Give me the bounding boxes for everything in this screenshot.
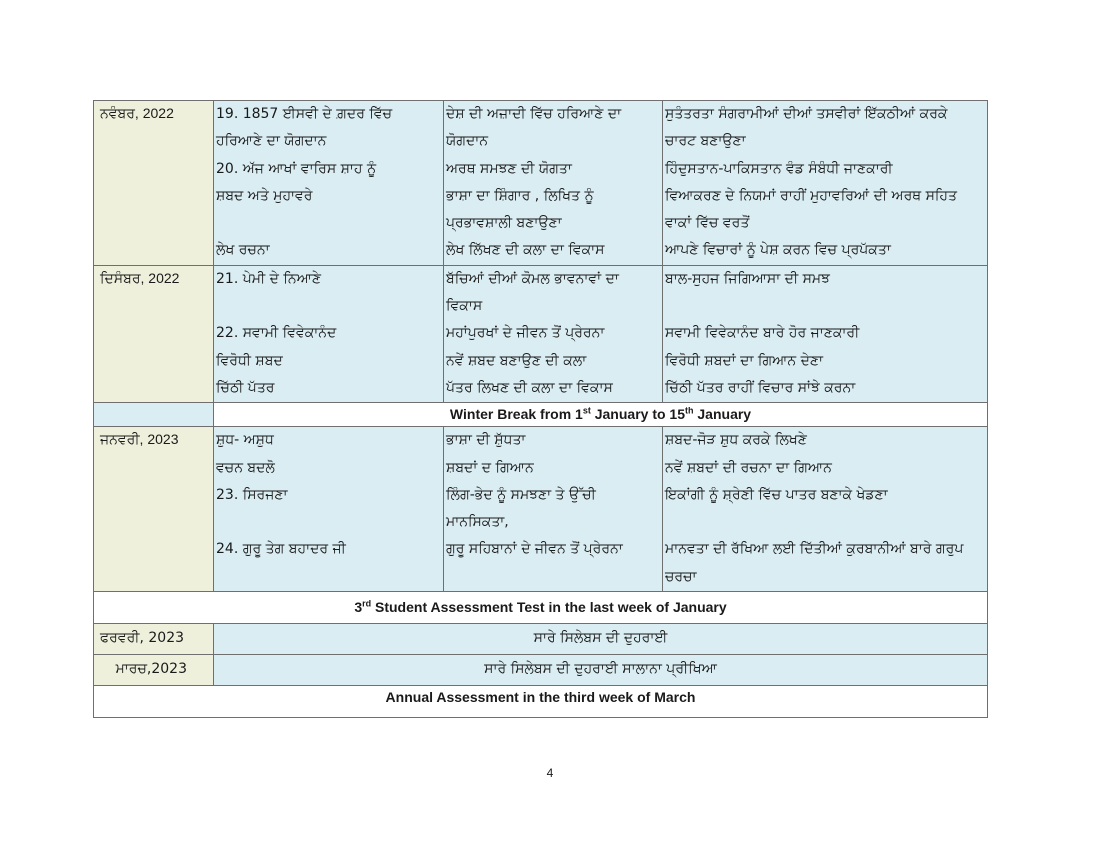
cell-line: 23. ਸਿਰਜਣਾ: [216, 486, 288, 503]
cell-line: ਚਿੱਠੀ ਪੱਤਰ: [216, 379, 275, 396]
cell-line: ਬਾਲ-ਸੁਹਜ ਜਿਗਿਆਸਾ ਦੀ ਸਮਝ: [665, 270, 830, 287]
cell-line: 22. ਸਵਾਮੀ ਵਿਵੇਕਾਨੰਦ: [216, 325, 337, 342]
superscript: rd: [362, 598, 372, 609]
cell-line: ਵਾਕਾਂ ਵਿੱਚ ਵਰਤੋਂ: [665, 215, 750, 232]
cell-line: ਵਿਆਕਰਣ ਦੇ ਨਿਯਮਾਂ ਰਾਹੀਂ ਮੁਹਾਵਰਿਆਂ ਦੀ ਅਰਥ ਸਹਿਤ: [665, 187, 957, 204]
cell-line: ਇਕਾਂਗੀ ਨੂੰ ਸ਼੍ਰੇਣੀ ਵਿੱਚ ਪਾਤਰ ਬਣਾਕੇ ਖੇਡਣਾ: [665, 486, 888, 503]
cell-line: ਵਿਰੋਧੀ ਸ਼ਬਦ: [216, 352, 283, 369]
month-cell: ਜਨਵਰੀ, 2023: [94, 427, 214, 592]
table-row-annual: [94, 686, 988, 718]
cell-line: ਦੇਸ਼ ਦੀ ਅਜ਼ਾਦੀ ਵਿੱਚ ਹਰਿਆਣੇ ਦਾ: [446, 106, 622, 122]
cell-line: ਵਚਨ ਬਦਲੋ: [216, 459, 275, 476]
table-row-january: [94, 427, 988, 592]
table-row-winter-break: [94, 403, 988, 427]
cell-line: ਸ਼ੁਧ- ਅਸ਼ੁਧ: [216, 432, 274, 449]
cell-line: 21. ਪੇਮੀ ਦੇ ਨਿਆਣੇ: [216, 270, 321, 287]
revision-exam-cell: ਸਾਰੇ ਸਿਲੇਬਸ ਦੀ ਦੁਹਰਾਈ ਸਾਲਾਨਾ ਪ੍ਰੀਖਿਆ: [214, 655, 988, 686]
cell-line: [214, 564, 443, 591]
cell-line: ਅਰਥ ਸਮਝਣ ਦੀ ਯੋਗਤਾ: [446, 160, 572, 177]
cell-line: ਯੋਗਦਾਨ: [446, 133, 489, 150]
notice-text: Winter Break from 1: [449, 406, 583, 423]
table-row-november: [94, 101, 988, 266]
cell-line: [444, 564, 662, 591]
cell-line: ਮਾਨਵਤਾ ਦੀ ਰੱਖਿਆ ਲਈ ਦਿੱਤੀਆਂ ਕੁਰਬਾਨੀਆਂ ਬਾਰੇ ਗਰੁਪ: [665, 541, 964, 558]
table-row-march: [94, 655, 988, 686]
page-number: 4: [546, 766, 554, 780]
cell-line: ਭਾਸ਼ਾ ਦਾ ਸ਼ਿੰਗਾਰ , ਲਿਖਿਤ ਨੂੰ: [446, 187, 594, 204]
revision-cell: ਸਾਰੇ ਸਿਲੇਬਸ ਦੀ ਦੁਹਰਾਈ: [214, 624, 988, 655]
superscript: st: [582, 405, 591, 416]
notice-text: 3: [354, 599, 363, 616]
notice-text: Student Assessment Test in the last week of January: [371, 599, 727, 616]
objective-cell: [444, 265, 663, 402]
month-cell: ਮਾਰਚ,2023: [94, 655, 214, 686]
cell-line: ਭਾਸ਼ਾ ਦੀ ਸ਼ੁੱਧਤਾ: [446, 432, 526, 449]
superscript: th: [685, 405, 694, 416]
cell-line: ਨਵੇਂ ਸ਼ਬਦਾਂ ਦੀ ਰਚਨਾ ਦਾ ਗਿਆਨ: [665, 459, 832, 476]
activity-cell: [663, 101, 988, 266]
cell-line: [214, 293, 443, 320]
cell-line: ਗੁਰੂ ਸਹਿਬਾਨਾਂ ਦੇ ਜੀਵਨ ਤੋਂ ਪ੍ਰੇਰਨਾ: [446, 541, 623, 558]
cell-line: [663, 293, 987, 320]
cell-line: 20. ਅੱਜ ਆਖਾਂ ਵਾਰਿਸ ਸ਼ਾਹ ਨੂੰ: [216, 160, 377, 177]
annual-assessment-notice: Annual Assessment in the third week of March: [94, 686, 988, 718]
cell-line: ਲੇਖ ਰਚਨਾ: [216, 242, 270, 259]
cell-line: ਲਿੰਗ-ਭੇਦ ਨੂੰ ਸਮਝਣਾ ਤੇ ਉੱਚੀ: [446, 486, 596, 503]
month-cell: ਦਿਸੰਬਰ, 2022: [94, 265, 214, 402]
cell-line: ਸਵਾਮੀ ਵਿਵੇਕਾਨੰਦ ਬਾਰੇ ਹੋਰ ਜਾਣਕਾਰੀ: [665, 325, 860, 342]
table-row-february: [94, 624, 988, 655]
winter-break-notice: [214, 403, 988, 427]
activity-cell: [663, 265, 988, 402]
cell-line: ਮਹਾਂਪੁਰਖਾਂ ਦੇ ਜੀਵਨ ਤੋਂ ਪ੍ਰੇਰਨਾ: [446, 325, 605, 342]
table-row-december: [94, 265, 988, 402]
cell-line: ਚਾਰਟ ਬਣਾਉਣਾ: [665, 133, 746, 150]
cell-line: ਬੱਚਿਆਂ ਦੀਆਂ ਕੋਮਲ ਭਾਵਨਾਵਾਂ ਦਾ: [446, 270, 619, 287]
cell-line: [214, 210, 443, 237]
activity-cell: [663, 427, 988, 592]
month-cell: ਨਵੰਬਰ, 2022: [94, 101, 214, 266]
cell-line: ਸ਼ਬਦਾਂ ਦ ਗਿਆਨ: [446, 459, 534, 476]
cell-line: ਪ੍ਰਭਾਵਸ਼ਾਲੀ ਬਣਾਉਣਾ: [446, 215, 562, 232]
cell-line: [214, 509, 443, 536]
cell-line: [663, 509, 987, 536]
cell-line: ਆਪਣੇ ਵਿਚਾਰਾਂ ਨੂੰ ਪੇਸ਼ ਕਰਨ ਵਿਚ ਪ੍ਰਪੱਕਤਾ: [665, 242, 891, 259]
cell-line: ਸੁਤੰਤਰਤਾ ਸੰਗਰਾਮੀਆਂ ਦੀਆਂ ਤਸਵੀਰਾਂ ਇੱਕਠੀਆਂ ਕਰਕੇ: [665, 106, 948, 122]
cell-line: ਨਵੇਂ ਸ਼ਬਦ ਬਣਾਉਣ ਦੀ ਕਲਾ: [446, 352, 587, 369]
cell-line: 24. ਗੁਰੂ ਤੇਗ ਬਹਾਦਰ ਜੀ: [216, 541, 346, 558]
notice-text: January: [693, 406, 752, 423]
month-cell: ਫਰਵਰੀ, 2023: [94, 624, 214, 655]
cell-line: ਸ਼ਬਦ ਅਤੇ ਮੁਹਾਵਰੇ: [216, 187, 313, 204]
table-row-assessment: [94, 592, 988, 624]
assessment-notice: [94, 592, 988, 624]
cell-line: ਹਰਿਆਣੇ ਦਾ ਯੋਗਦਾਨ: [216, 133, 327, 150]
cell-line: ਲੇਖ ਲਿੱਖਣ ਦੀ ਕਲਾ ਦਾ ਵਿਕਾਸ: [446, 242, 605, 259]
cell-line: ਚਰਚਾ: [665, 568, 697, 585]
cell-line: ਪੱਤਰ ਲਿਖਣ ਦੀ ਕਲਾ ਦਾ ਵਿਕਾਸ: [446, 379, 613, 396]
chapter-cell: [214, 101, 444, 266]
chapter-cell: [214, 265, 444, 402]
cell-line: ਮਾਨਸਿਕਤਾ,: [446, 514, 509, 531]
objective-cell: [444, 101, 663, 266]
empty-month-cell: [94, 403, 214, 427]
notice-text: January to 15: [590, 406, 685, 423]
cell-line: ਸ਼ਬਦ-ਜੋੜ ਸ਼ੁਧ ਕਰਕੇ ਲਿਖਣੇ: [665, 432, 807, 449]
cell-line: 19. 1857 ਈਸਵੀ ਦੇ ਗ਼ਦਰ ਵਿੱਚ: [216, 106, 393, 122]
cell-line: ਵਿਕਾਸ: [446, 298, 483, 315]
cell-line: ਚਿੱਠੀ ਪੱਤਰ ਰਾਹੀਂ ਵਿਚਾਰ ਸਾਂਝੇ ਕਰਨਾ: [665, 379, 856, 396]
syllabus-table: [93, 100, 988, 718]
cell-line: ਹਿੰਦੁਸਤਾਨ-ਪਾਕਿਸਤਾਨ ਵੰਡ ਸੰਬੰਧੀ ਜਾਣਕਾਰੀ: [665, 160, 893, 177]
objective-cell: [444, 427, 663, 592]
cell-line: ਵਿਰੋਧੀ ਸ਼ਬਦਾਂ ਦਾ ਗਿਆਨ ਦੇਣਾ: [665, 352, 823, 369]
chapter-cell: [214, 427, 444, 592]
